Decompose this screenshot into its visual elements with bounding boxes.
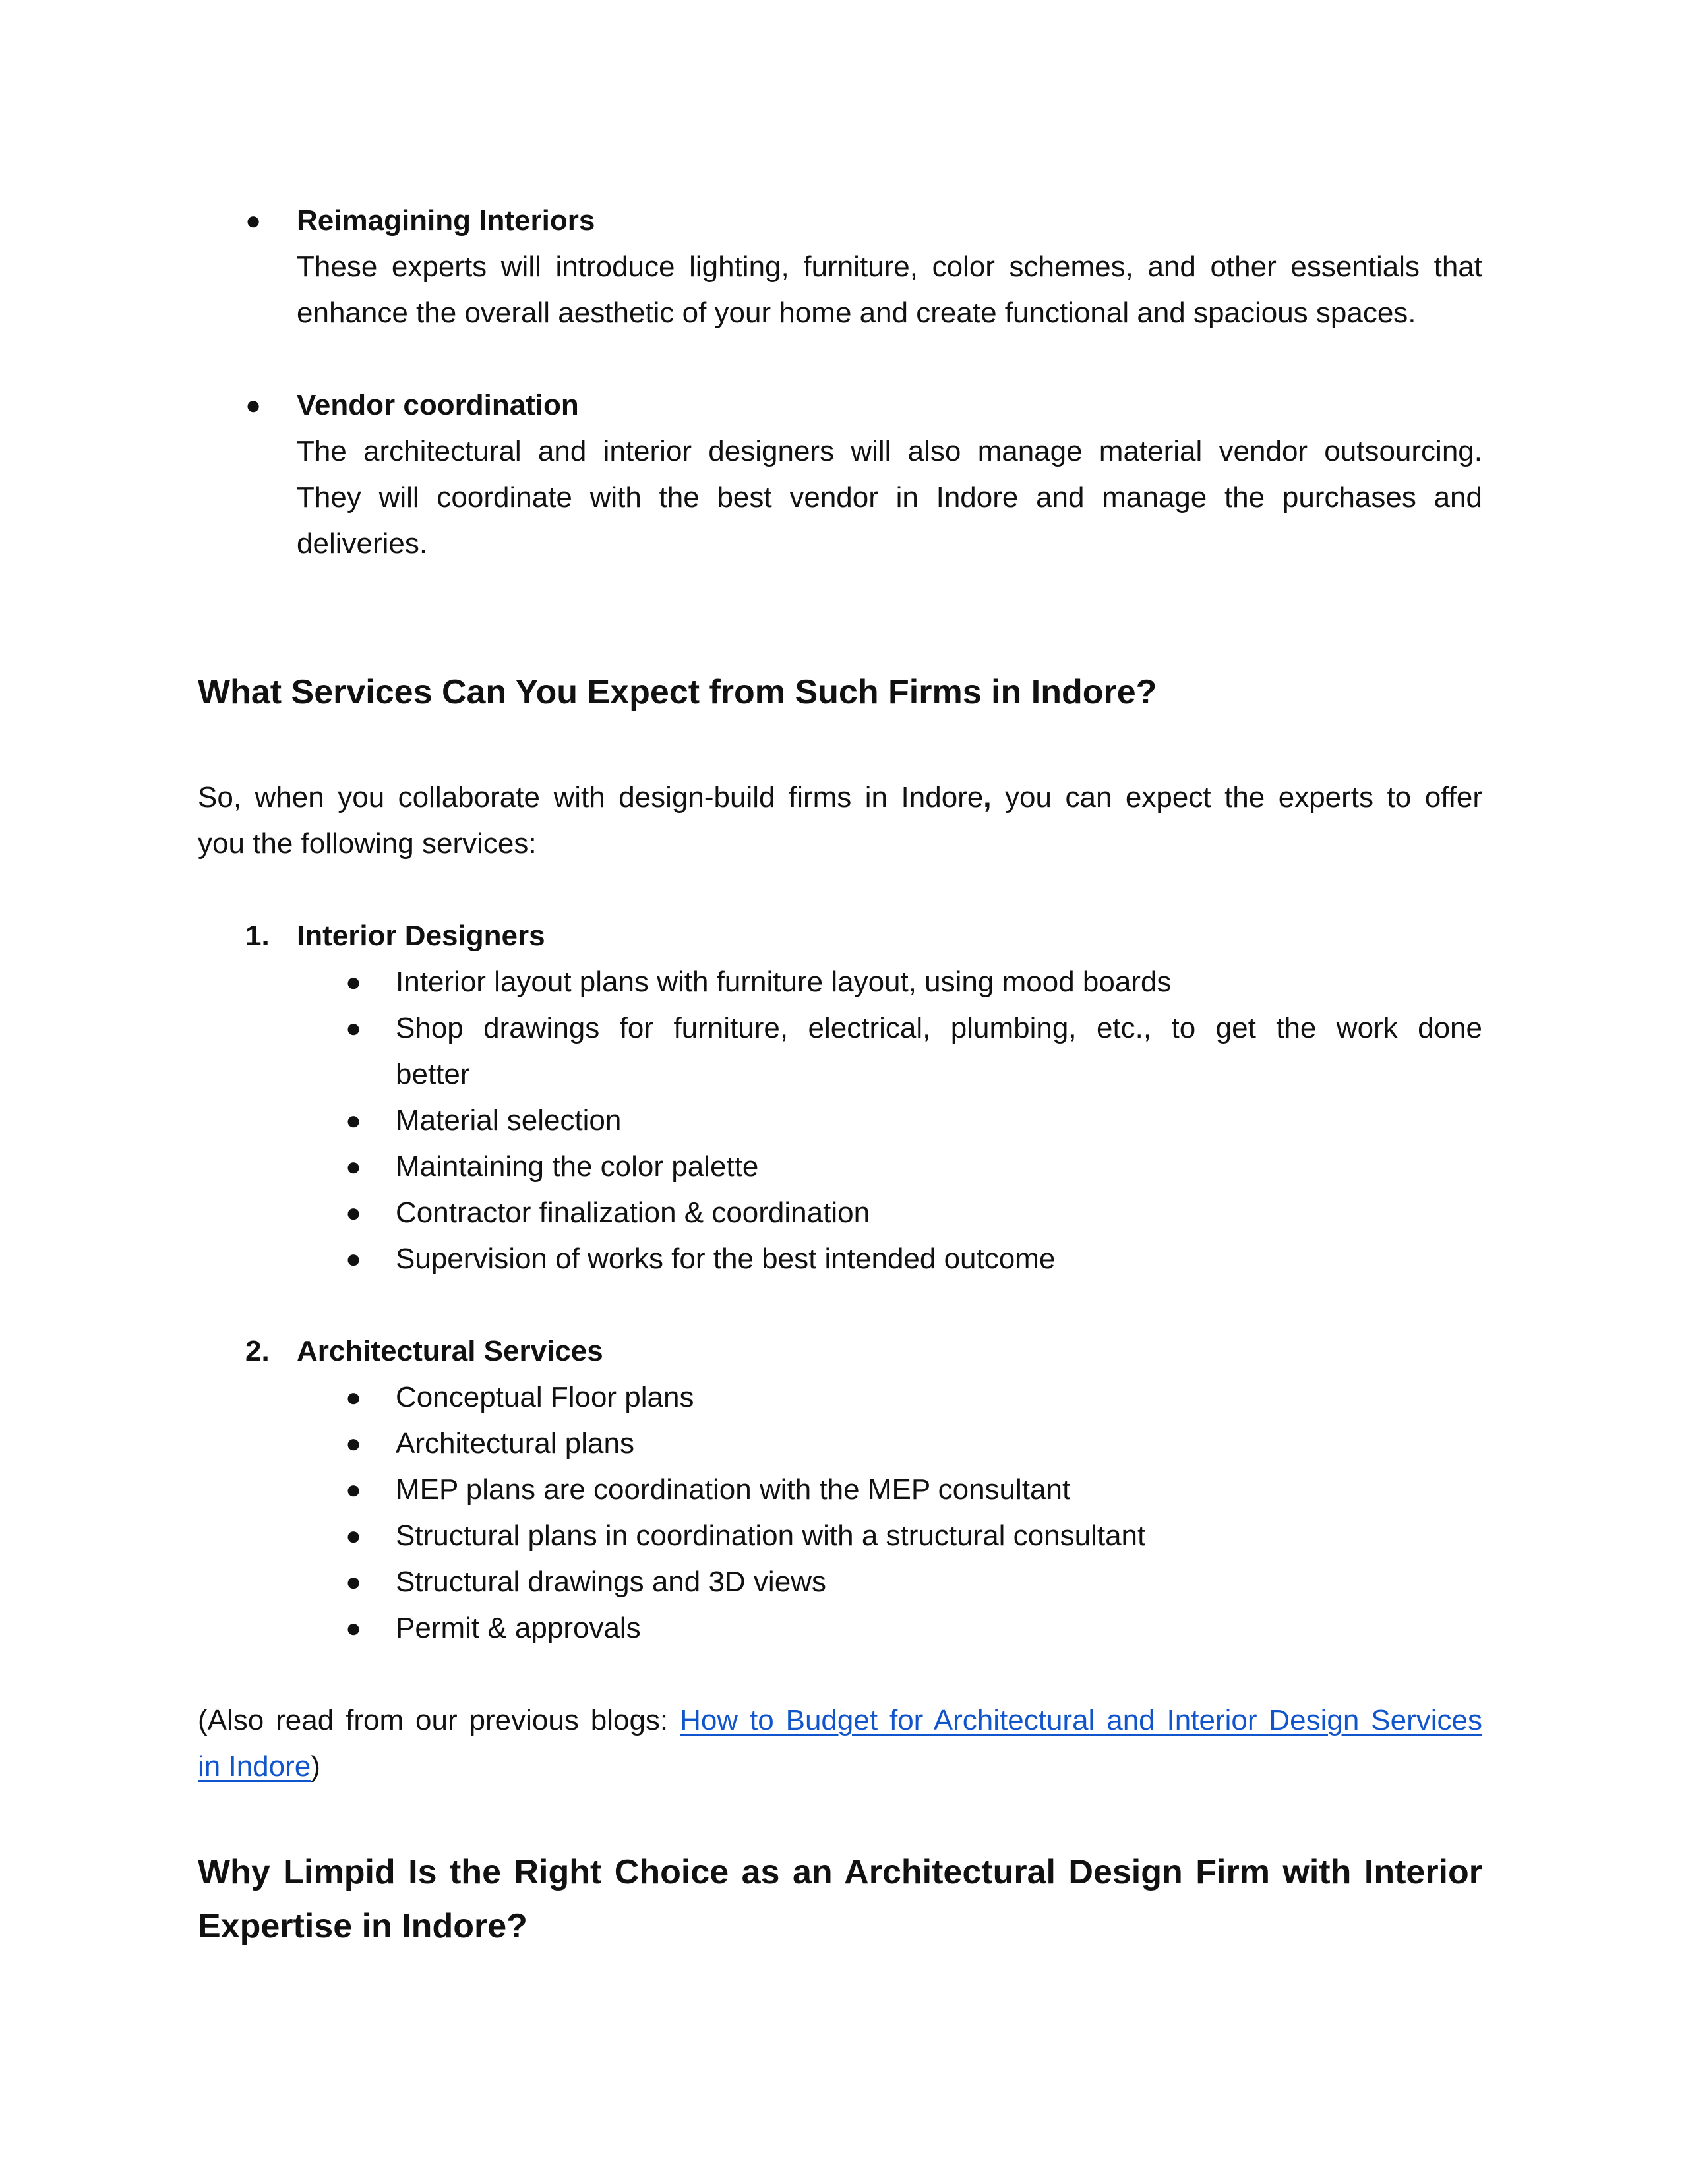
bullet-icon: ● [346, 1014, 362, 1043]
list-item: Supervision of works for the best intended outcome [396, 1243, 1056, 1275]
bullet-icon: ● [346, 1475, 362, 1504]
also-read-suffix: ) [311, 1750, 320, 1783]
bullet-icon: ● [346, 1106, 362, 1135]
bullet-icon: ● [346, 1521, 362, 1550]
list-item: Maintaining the color palette [396, 1150, 759, 1183]
blog-link-continuation[interactable]: in Indore [198, 1750, 311, 1783]
intro-paragraph-line [198, 775, 1482, 821]
list-item-title: Vendor coordination [297, 389, 579, 421]
intro-text: you can expect the experts to offer [991, 781, 1482, 813]
list-item-text-line: They will coordinate with the best vendor in Indore and manage the purchases and [297, 481, 1482, 514]
list-item: Structural plans in coordination with a structural consultant [396, 1520, 1146, 1552]
also-read-line [198, 1697, 1482, 1744]
blog-link[interactable]: How to Budget for Architectural and Interior Design Services [680, 1704, 1482, 1736]
list-item: Conceptual Floor plans [396, 1381, 694, 1413]
intro-text: So, when you collaborate with design-build firms in Indore [198, 781, 984, 813]
list-item: Material selection [396, 1104, 622, 1136]
section-heading-continuation: Expertise in Indore? [198, 1907, 528, 1945]
bullet-icon: ● [346, 1245, 362, 1274]
bullet-icon: ● [346, 1152, 362, 1181]
list-number: 1. [245, 920, 270, 952]
list-item-continuation: better [396, 1058, 470, 1090]
list-item: Shop drawings for furniture, electrical, plumbing, etc., to get the work done [396, 1012, 1482, 1044]
list-item-text-line: These experts will introduce lighting, furniture, color schemes, and other essentials that [297, 251, 1482, 283]
bullet-icon: ● [245, 391, 262, 420]
list-item-title: Reimagining Interiors [297, 204, 595, 237]
list-item: MEP plans are coordination with the MEP consultant [396, 1473, 1071, 1506]
intro-comma: , [983, 781, 992, 813]
also-read-line [198, 1744, 320, 1790]
bullet-icon: ● [346, 1429, 362, 1458]
also-read-prefix: (Also read from our previous blogs: [198, 1704, 680, 1736]
list-item: Interior layout plans with furniture layout, using mood boards [396, 966, 1172, 998]
bullet-icon: ● [346, 968, 362, 997]
bullet-icon: ● [346, 1568, 362, 1597]
list-item: Contractor finalization & coordination [396, 1196, 870, 1229]
bullet-icon: ● [346, 1614, 362, 1643]
bullet-icon: ● [245, 206, 262, 235]
list-item: Architectural plans [396, 1427, 634, 1460]
list-item-text-line: deliveries. [297, 527, 428, 560]
intro-paragraph-line: you the following services: [198, 827, 537, 860]
bullet-icon: ● [346, 1198, 362, 1227]
list-item-title: Interior Designers [297, 920, 545, 952]
list-item-text-line: enhance the overall aesthetic of your home and create functional and spacious spaces. [297, 297, 1416, 329]
section-heading: Why Limpid Is the Right Choice as an Architectural Design Firm with Interior [198, 1853, 1482, 1891]
list-item-title: Architectural Services [297, 1335, 603, 1367]
list-item: Permit & approvals [396, 1612, 641, 1644]
section-heading: What Services Can You Expect from Such Firms in Indore? [198, 673, 1157, 711]
list-number: 2. [245, 1335, 270, 1367]
bullet-icon: ● [346, 1383, 362, 1412]
list-item: Structural drawings and 3D views [396, 1566, 826, 1598]
list-item-text-line: The architectural and interior designers will also manage material vendor outsourcing. [297, 435, 1482, 467]
